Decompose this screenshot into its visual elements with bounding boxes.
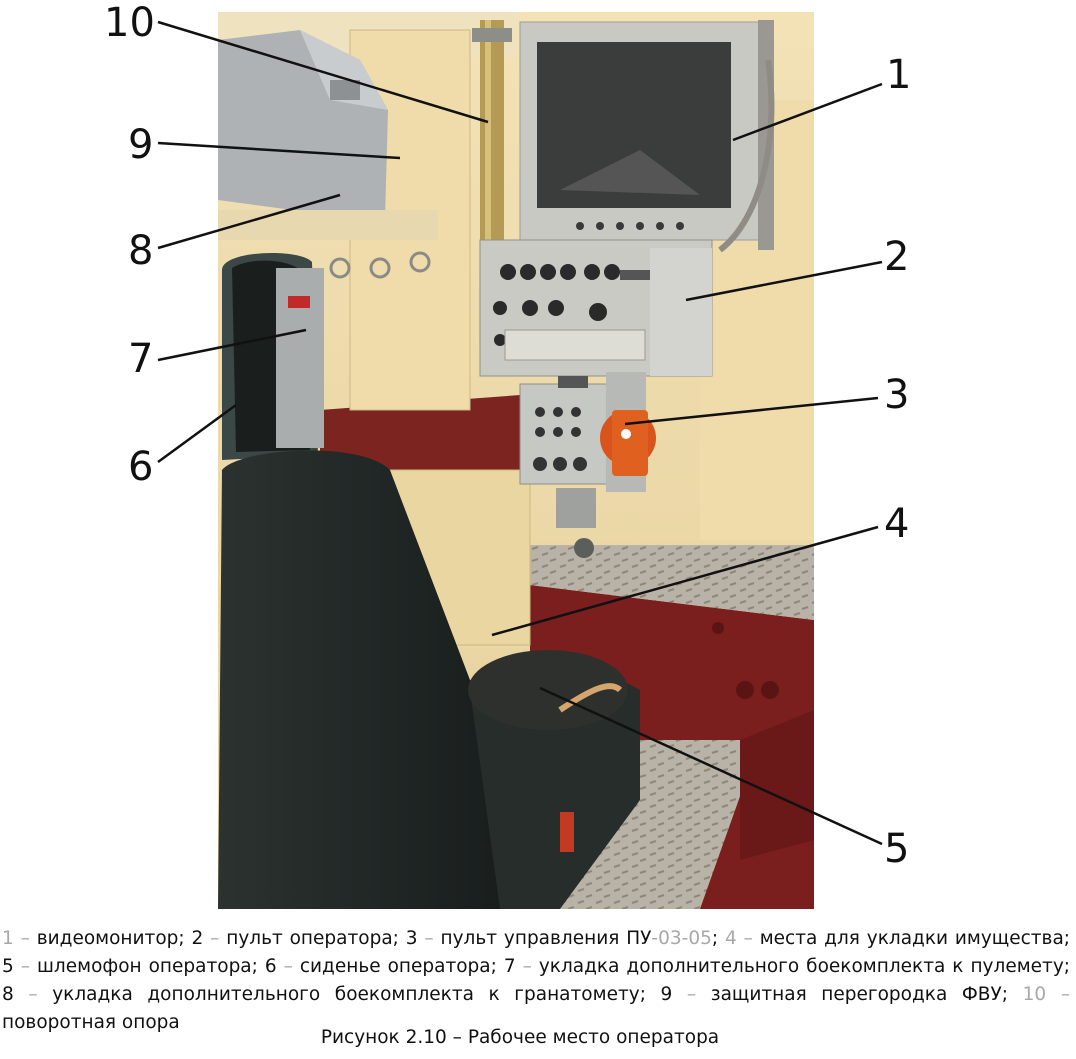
legend-item-separator: – — [13, 928, 37, 949]
legend-item-separator: – — [203, 928, 227, 949]
legend-item-text: поворотная опора — [2, 1012, 180, 1033]
legend-item-separator: – — [13, 984, 53, 1005]
operator-console — [480, 240, 712, 376]
callout-6: 6 — [128, 444, 154, 490]
legend-item-number: 1 — [2, 928, 14, 949]
legend-item-separator: – — [736, 928, 760, 949]
legend-item-end: ; — [392, 928, 406, 949]
legend-item-text: укладка дополнительного боекомплекта к гранатомету — [52, 984, 640, 1005]
callout-5: 5 — [884, 826, 910, 872]
legend-item-separator: – — [417, 928, 441, 949]
legend-item-end: ; — [639, 984, 661, 1005]
legend-item — [504, 956, 1070, 977]
legend-item-text: пульт оператора — [226, 928, 393, 949]
legend-item — [661, 984, 1023, 1005]
legend-item — [2, 984, 661, 1005]
legend-item-separator: – — [672, 984, 711, 1005]
legend-item-text: шлемофон оператора — [36, 956, 252, 977]
legend-item-text: видеомонитор — [36, 928, 179, 949]
legend-item — [265, 956, 504, 977]
legend-item — [406, 928, 725, 949]
legend-item-code: -03-05 — [651, 928, 712, 949]
legend-item-end: ; — [1001, 984, 1023, 1005]
legend-item-text: сиденье оператора — [299, 956, 491, 977]
legend-item-end: ; — [1063, 956, 1070, 977]
legend-item-text: места для укладки имущества — [759, 928, 1064, 949]
legend-item-text: укладка дополнительного боекомплекта к пулемету — [538, 956, 1064, 977]
callout-4: 4 — [884, 501, 910, 547]
legend-text — [2, 925, 1070, 1037]
legend-item-number: 6 — [264, 956, 277, 977]
callout-7: 7 — [128, 336, 154, 382]
legend-item-separator: – — [13, 956, 37, 977]
legend-item-number: 2 — [191, 928, 204, 949]
legend-item-number: 7 — [503, 956, 516, 977]
legend-item-number: 3 — [405, 928, 418, 949]
callout-10: 10 — [104, 0, 155, 46]
legend-item-number: 10 — [1022, 984, 1047, 1005]
legend-item-end: ; — [251, 956, 265, 977]
legend-item-separator: – — [515, 956, 539, 977]
legend-item-text: пульт управления ПУ — [440, 928, 652, 949]
legend-item-end: ; — [178, 928, 192, 949]
callout-9: 9 — [128, 122, 154, 168]
legend-item — [2, 956, 265, 977]
legend-item — [2, 928, 191, 949]
callout-2: 2 — [884, 234, 910, 280]
legend-item — [191, 928, 405, 949]
mg-ammo-stowage — [276, 268, 324, 448]
callout-8: 8 — [128, 228, 154, 274]
legend-item-end: ; — [1063, 928, 1071, 949]
legend-item-separator: – — [276, 956, 300, 977]
video-monitor — [520, 20, 774, 250]
legend-item-end: ; — [711, 928, 725, 949]
legend-item-text: защитная перегородка ФВУ — [710, 984, 1002, 1005]
legend-item-number: 4 — [724, 928, 737, 949]
legend-item-number: 9 — [660, 984, 673, 1005]
legend-item — [725, 928, 1070, 949]
legend-item-number: 5 — [2, 956, 14, 977]
figure-legend — [2, 925, 1070, 1037]
legend-item-end: ; — [490, 956, 504, 977]
legend-item-number: 8 — [2, 984, 14, 1005]
callout-1: 1 — [886, 52, 912, 98]
legend-item-separator: – — [1046, 984, 1070, 1005]
callout-3: 3 — [884, 372, 910, 418]
figure-caption: Рисунок 2.10 – Рабочее место оператора — [320, 1027, 720, 1048]
